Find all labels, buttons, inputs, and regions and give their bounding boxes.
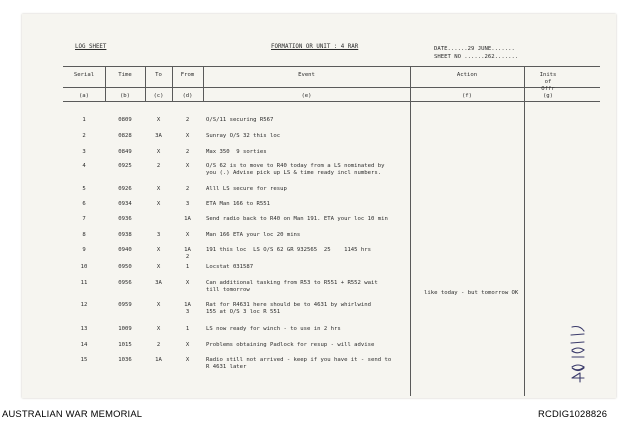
row-8-event: Man 166 ETA your loc 20 mins (206, 232, 301, 238)
row-9-from: 1A (184, 247, 191, 253)
row-14-from: X (185, 342, 190, 348)
row-2-time: 0828 (118, 133, 132, 139)
row-8-to: 3 (156, 232, 161, 238)
row-12-time: 0959 (118, 302, 132, 308)
row-13-serial: 13 (80, 326, 88, 332)
row-1-event: O/S/11 securing R567 (206, 117, 274, 123)
footer-catalogue-id: RCDIG1028826 (538, 408, 608, 419)
row-6-serial: 6 (82, 201, 86, 207)
row-1-time: 0809 (118, 117, 132, 123)
row-12-from-line-2: 3 (185, 309, 190, 315)
row-13-time: 1009 (118, 326, 132, 332)
row-4-from: X (185, 163, 190, 169)
row-6-to: X (156, 201, 161, 207)
col-letter-b: (b) (119, 93, 131, 99)
row-6-time: 0934 (118, 201, 132, 207)
col-rule-action (524, 66, 525, 396)
row-11-time: 0956 (118, 280, 132, 286)
row-9-event: 191 this loc LS O/S 62 GR 932565 25 1145 hrs (206, 247, 372, 253)
row-12-event-line-2: 155 at O/S 3 loc R 551 (206, 309, 281, 315)
col-header-action: Action (456, 72, 478, 78)
row-10-event: Locstat 031587 (206, 264, 254, 270)
header-rule-2 (63, 101, 600, 102)
row-15-event-line-2: R 4631 later (206, 364, 247, 370)
col-letter-f: (f) (461, 93, 473, 99)
table-top-rule (63, 66, 600, 67)
row-5-event: Alll LS secure for resup (206, 186, 287, 192)
margin-handwriting (566, 323, 590, 385)
row-3-serial: 3 (82, 149, 86, 155)
row-9-to: X (156, 247, 161, 253)
row-9-serial: 9 (82, 247, 86, 253)
row-11-event-line-2: till tomorrow (206, 287, 250, 293)
sheet-no-label: SHEET NO ......262....... (434, 54, 519, 60)
col-header-initials-2: of (544, 79, 552, 85)
row-12-to: X (156, 302, 161, 308)
row-10-serial: 10 (80, 264, 88, 270)
col-header-from: From (180, 72, 195, 78)
row-4-time: 0925 (118, 163, 132, 169)
row-15-serial: 15 (80, 357, 88, 363)
col-rule-event (410, 66, 411, 396)
row-14-serial: 14 (80, 342, 88, 348)
col-header-initials-3: Offr (541, 86, 555, 92)
row-3-event: Max 350 9 sorties (206, 149, 267, 155)
row-13-from: 1 (185, 326, 190, 332)
col-letter-a: (a) (78, 93, 90, 99)
row-1-from: 2 (185, 117, 190, 123)
row-7-event: Send radio back to R40 on Man 191. ETA your loc 10 min (206, 216, 388, 222)
row-14-time: 1015 (118, 342, 132, 348)
header-rule-1 (63, 87, 600, 88)
row-11-serial: 11 (80, 280, 88, 286)
row-14-event: Problems obtaining Padlock for resup - will advise (206, 342, 375, 348)
row-10-time: 0950 (118, 264, 132, 270)
row-9-time: 0940 (118, 247, 132, 253)
row-15-event: Radio still not arrived - keep if you have it - send to (206, 357, 392, 363)
row-2-from: X (185, 133, 190, 139)
row-15-from: X (185, 357, 190, 363)
row-10-from: 1 (185, 264, 190, 270)
log-sheet-label: LOG SHEET (75, 44, 107, 50)
col-letter-c: (c) (153, 93, 164, 99)
row-3-from: 2 (185, 149, 190, 155)
row-12-from: 1A (184, 302, 191, 308)
row-7-serial: 7 (82, 216, 86, 222)
row-2-to: 3A (155, 133, 162, 139)
formation-label: FORMATION OR UNIT : 4 RAR (271, 44, 359, 50)
row-11-to: 3A (155, 280, 162, 286)
row-5-to: X (156, 186, 161, 192)
row-13-to: X (156, 326, 161, 332)
row-5-from: 2 (185, 186, 190, 192)
row-1-to: X (156, 117, 161, 123)
row-13-event: LS now ready for winch - to use in 2 hrs (206, 326, 341, 332)
col-header-event: Event (298, 72, 315, 78)
row-2-serial: 2 (82, 133, 86, 139)
row-6-event: ETA Man 166 to R551 (206, 201, 270, 207)
row-11-event: Can additional tasking from R53 to R551 + R552 wait (206, 280, 378, 286)
row-14-to: 2 (156, 342, 161, 348)
row-12-serial: 12 (80, 302, 88, 308)
row-9-from-line-2: 2 (185, 254, 190, 260)
row-2-event: Sunray O/S 32 this loc (206, 133, 281, 139)
col-header-time: Time (118, 72, 132, 78)
row-3-time: 0849 (118, 149, 132, 155)
row-5-time: 0926 (118, 186, 132, 192)
row-7-from: 1A (184, 216, 191, 222)
row-4-event-line-2: you (.) Advise pick up LS & time ready incl numbers. (206, 170, 382, 176)
row-1-serial: 1 (82, 117, 86, 123)
row-8-time: 0938 (118, 232, 132, 238)
col-header-to: To (155, 72, 162, 78)
row-11-from: X (185, 280, 190, 286)
col-header-initials-1: Inits (539, 72, 557, 78)
row-10-to: X (156, 264, 161, 270)
date-label: DATE......29 JUNE....... (434, 46, 515, 52)
col-letter-d: (d) (182, 93, 193, 99)
row-4-event: O/S 62 is to move to R40 today from a LS nominated by (206, 163, 385, 169)
row-5-serial: 5 (82, 186, 86, 192)
row-7-time: 0936 (118, 216, 132, 222)
col-letter-g: (g) (542, 93, 554, 99)
col-letter-e: (e) (301, 93, 312, 99)
row-6-from: 3 (185, 201, 190, 207)
row-8-from: X (185, 232, 190, 238)
row-4-to: 2 (156, 163, 161, 169)
footer-credit: AUSTRALIAN WAR MEMORIAL (2, 408, 143, 419)
row-12-event: Rat for R4631 here should be to 4631 by whirlwind (206, 302, 372, 308)
row-8-serial: 8 (82, 232, 86, 238)
row-3-to: X (156, 149, 161, 155)
row-4-serial: 4 (82, 163, 86, 169)
row-15-time: 1036 (118, 357, 132, 363)
action-note: like today - but tomorrow OK (424, 290, 519, 296)
row-15-to: 1A (155, 357, 162, 363)
col-header-serial: Serial (73, 72, 95, 78)
